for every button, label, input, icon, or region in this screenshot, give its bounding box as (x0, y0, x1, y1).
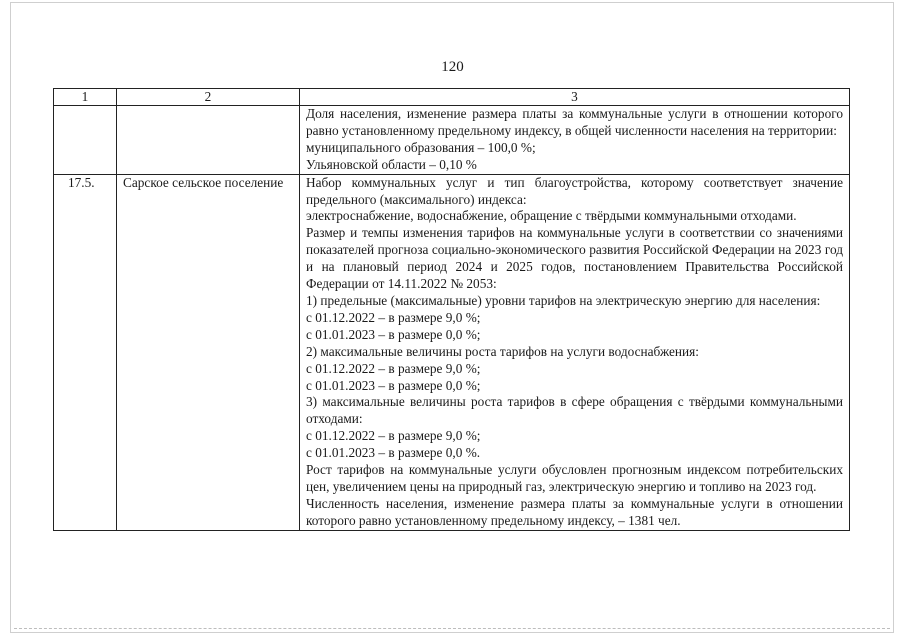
table-body (54, 106, 850, 531)
settlement-name (117, 106, 300, 175)
tariff-table (53, 88, 850, 531)
header-col-3: 3 (300, 89, 850, 106)
content-paragraph: электроснабжение, водоснабжение, обращение с твёрдыми коммунальными отходами. (306, 208, 797, 224)
content-paragraph: Численность населения, изменение размера платы за коммунальные услуги в отношении которого равно установленному предельному индексу, – 1381 чел. (306, 495, 843, 528)
table-header-row (54, 89, 850, 106)
table-row (54, 174, 850, 530)
content-line: Ульяновской области – 0,10 % (306, 156, 477, 172)
row-number (54, 106, 117, 175)
content-line: с 01.01.2023 – в размере 0,0 %; (306, 326, 481, 342)
row-number: 17.5. (54, 174, 117, 530)
content-paragraph: 3) максимальные величины роста тарифов в сфере обращения с твёрдыми коммунальными отходами: (306, 394, 843, 427)
content-line: с 01.01.2023 – в размере 0,0 %. (306, 445, 481, 461)
content-line: с 01.01.2023 – в размере 0,0 %; (306, 377, 481, 393)
page-number: 120 (441, 59, 464, 75)
content-line: муниципального образования – 100,0 %; (306, 139, 536, 155)
row-content (300, 174, 850, 530)
content-paragraph: Доля населения, изменение размера платы за коммунальные услуги в отношении которого равно установленному предельному индексу, в общей численности населения на территории: (306, 106, 843, 138)
content-line: 2) максимальные величины роста тарифов на услуги водоснабжения: (306, 343, 699, 359)
row-content (300, 106, 850, 175)
settlement-name: Сарское сельское поселение (117, 174, 300, 530)
content-line: с 01.12.2022 – в размере 9,0 %; (306, 309, 481, 325)
table-row (54, 106, 850, 175)
header-col-2: 2 (117, 89, 300, 106)
content-paragraph: 1) предельные (максимальные) уровни тарифов на электрическую энергию для населения: (306, 292, 821, 308)
header-col-1: 1 (54, 89, 117, 106)
scan-edge-line (14, 628, 890, 629)
content-line: с 01.12.2022 – в размере 9,0 %; (306, 360, 481, 376)
content-paragraph: Набор коммунальных услуг и тип благоустройства, которому соответствует значение предельного (максимального) индекса: (306, 174, 843, 207)
content-paragraph: Рост тарифов на коммунальные услуги обусловлен прогнозным индексом потребительских цен, увеличением цены на природный газ, электрическую энергию и топливо на 2023 год. (306, 462, 843, 494)
content-paragraph: Размер и темпы изменения тарифов на коммунальные услуги в соответствии со значениями показателей прогноза социально-экономического развития Российской Федерации на 2023 год и на плановый период 2024 и 2025 годов, постановлением Правительства Российской Федерации от 14.11.2022 № 2053: (306, 225, 843, 292)
content-line: с 01.12.2022 – в размере 9,0 %; (306, 428, 481, 444)
